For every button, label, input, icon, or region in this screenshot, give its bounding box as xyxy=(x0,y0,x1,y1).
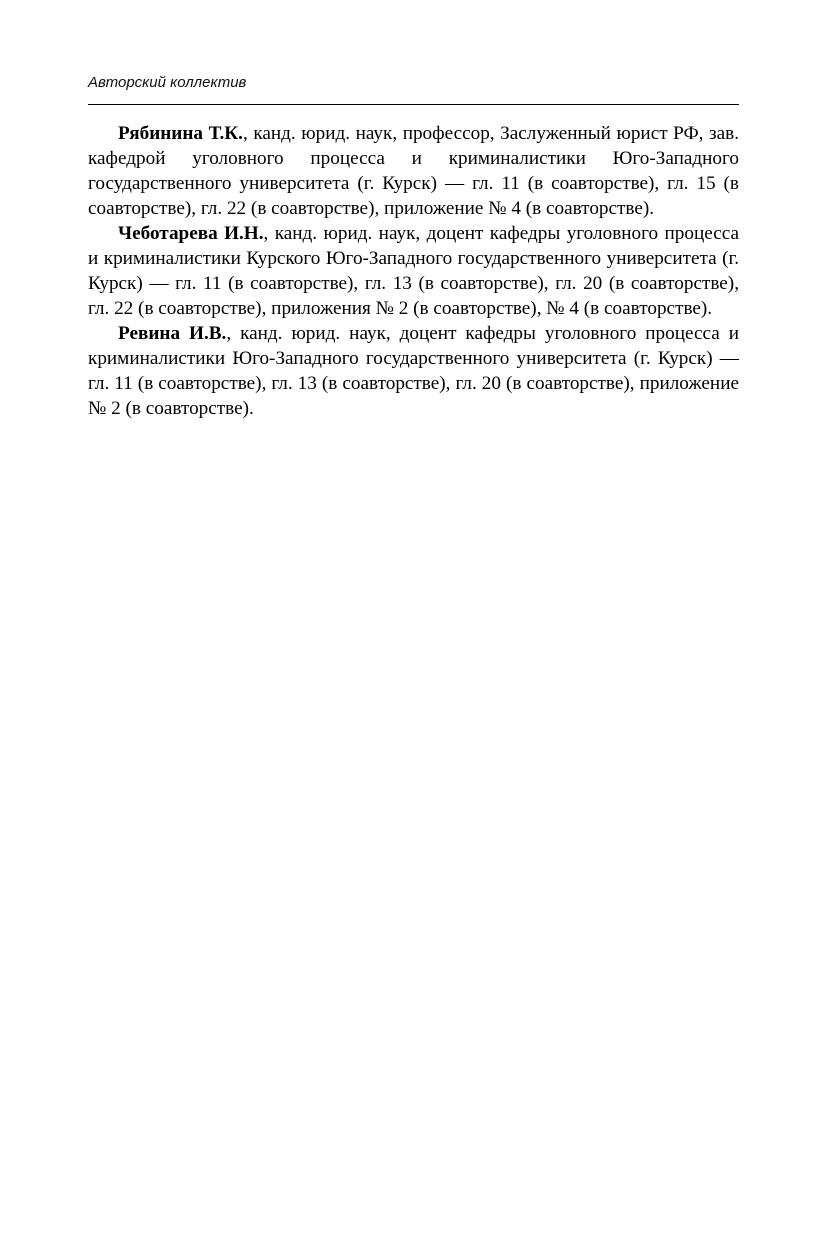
author-entry xyxy=(88,121,739,221)
author-name: Ревина И.В. xyxy=(118,323,227,344)
authors-list xyxy=(88,121,739,421)
author-entry xyxy=(88,321,739,421)
author-description: , канд. юрид. наук, доцент кафедры уголовного процесса и криминалистики Юго-Западного государственного университета (г. Курск) — гл. 11 (в соавторстве), гл. 13 (в соавторстве), гл. 20 (в соавторстве), приложение № 2 (в соавторстве). xyxy=(88,323,739,419)
author-name: Чеботарева И.Н. xyxy=(118,223,264,244)
author-entry xyxy=(88,221,739,321)
author-description: , канд. юрид. наук, профессор, Заслуженный юрист РФ, зав. кафедрой уголовного процесса и криминалистики Юго-Западного государственного университета (г. Курск) — гл. 11 (в соавторстве), гл. 15 (в соавторстве), гл. 22 (в соавторстве), приложение № 4 (в соавторстве). xyxy=(88,123,739,219)
author-name: Рябинина Т.К. xyxy=(118,123,243,144)
header-rule xyxy=(88,104,739,105)
author-description: , канд. юрид. наук, доцент кафедры уголовного процесса и криминалистики Курского Юго-Западного государственного университета (г. Курск) — гл. 11 (в соавторстве), гл. 13 (в соавторстве), гл. 20 (в соавторстве), гл. 22 (в соавторстве), приложения № 2 (в соавторстве), № 4 (в соавторстве). xyxy=(88,223,740,319)
running-header: Авторский коллектив xyxy=(88,74,247,91)
